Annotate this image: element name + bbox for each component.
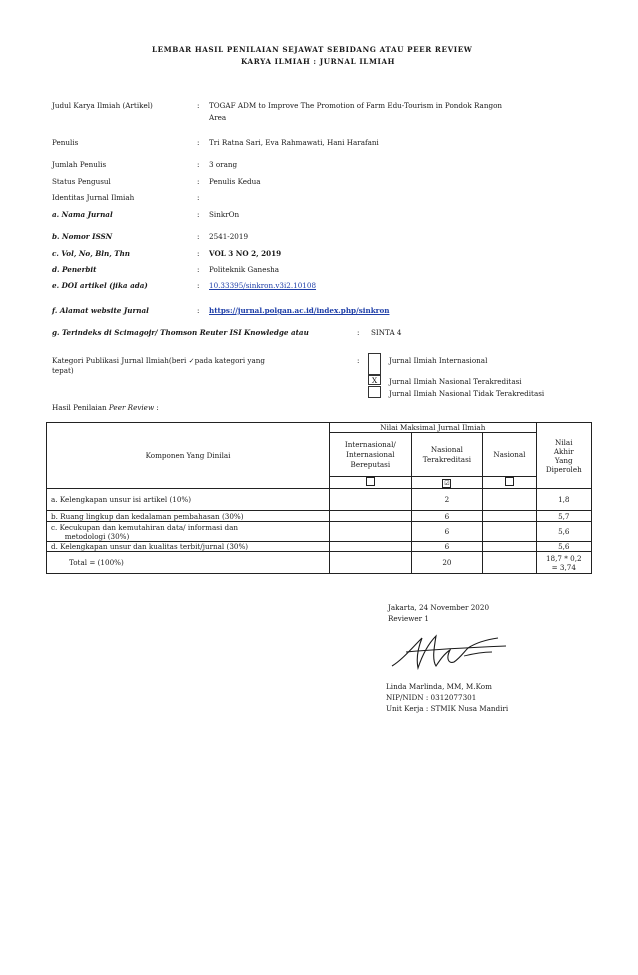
jumlah-penulis-label: Jumlah Penulis	[52, 160, 107, 169]
issn-label: b. Nomor ISSN	[52, 232, 113, 241]
penerbit-value: Politeknik Ganesha	[209, 265, 280, 274]
handwritten-signature-icon	[388, 630, 513, 672]
col-internasional-line: Bereputasi	[350, 459, 391, 469]
reviewer-label: Reviewer 1	[388, 614, 429, 623]
row-akhir: 5,7	[536, 511, 591, 522]
nama-jurnal-label: a. Nama Jurnal	[52, 210, 113, 219]
issn-value: 2541-2019	[209, 232, 249, 241]
hasil-penilaian-text: Hasil Penilaian	[52, 403, 107, 412]
row-nas	[483, 542, 536, 552]
hasil-penilaian-colon: :	[154, 403, 159, 412]
row-max: 6	[411, 542, 483, 552]
colon: :	[197, 265, 200, 274]
reviewer-name: Linda Marlinda, MM, M.Kom	[386, 682, 492, 691]
komponen-header: Komponen Yang Dinilai	[47, 423, 330, 489]
colon: :	[197, 210, 200, 219]
col-internasional	[330, 433, 412, 477]
score-table	[46, 422, 592, 574]
total-intl	[330, 552, 412, 574]
checkbox-checked-icon[interactable]: ☑	[444, 479, 450, 487]
col-nasional-check	[483, 477, 536, 489]
col-internasional-line: Internasional	[346, 449, 395, 459]
row-intl	[330, 489, 412, 511]
penulis-value: Tri Ratna Sari, Eva Rahmawati, Hani Harafani	[209, 138, 379, 147]
row-intl	[330, 522, 412, 542]
row-label: d. Kelengkapan unsur dan kualitas terbit/jurnal (30%)	[47, 542, 330, 552]
peer-review-text: Peer Review	[108, 403, 155, 412]
judul-label: Judul Karya Ilmiah (Artikel)	[52, 101, 153, 110]
nilai-akhir-line: Akhir	[553, 446, 574, 456]
kategori-nasional-terakreditasi-checkbox[interactable]: X	[368, 375, 381, 385]
colon: :	[197, 160, 200, 169]
terindeks-value: SINTA 4	[371, 328, 402, 337]
row-intl	[330, 511, 412, 522]
row-akhir: 1,8	[536, 489, 591, 511]
hasil-penilaian-label	[52, 403, 159, 412]
colon: :	[197, 193, 200, 202]
volume-value: VOL 3 NO 2, 2019	[209, 249, 282, 258]
colon: :	[357, 328, 360, 337]
document-title-line1: LEMBAR HASIL PENILAIAN SEJAWAT SEBIDANG ATAU PEER REVIEW	[152, 45, 473, 54]
colon: :	[197, 177, 200, 186]
total-label: Total = (100%)	[47, 552, 330, 574]
col-nasional-terakreditasi-line: Nasional	[430, 444, 463, 454]
colon: :	[357, 356, 360, 365]
row-label	[47, 522, 330, 542]
penulis-label: Penulis	[52, 138, 79, 147]
nilai-akhir-header	[536, 423, 591, 489]
judul-value: TOGAF ADM to Improve The Promotion of Farm Edu-Tourism in Pondok Rangon	[209, 101, 503, 110]
checkbox-empty-icon[interactable]	[366, 477, 375, 486]
row-intl	[330, 542, 412, 552]
colon: :	[197, 281, 200, 290]
total-akhir-line: = 3,74	[551, 562, 576, 572]
row-label: a. Kelengkapan unsur isi artikel (10%)	[47, 489, 330, 511]
table-row	[47, 542, 592, 552]
row-label-line: c. Kecukupan dan kemutahiran data/ informasi dan	[51, 522, 239, 532]
kategori-nasional-tidak-label: Jurnal Ilmiah Nasional Tidak Terakreditasi	[389, 389, 545, 398]
col-internasional-check	[330, 477, 412, 489]
kategori-label-cont: tepat)	[52, 366, 74, 375]
status-pengusul-label: Status Pengusul	[52, 177, 111, 186]
nilai-akhir-line: Yang	[554, 455, 573, 465]
nilai-maksimal-header: Nilai Maksimal Jurnal Ilmiah	[330, 423, 537, 433]
row-nas	[483, 511, 536, 522]
colon: :	[197, 232, 200, 241]
total-row	[47, 552, 592, 574]
kategori-nasional-terakreditasi-label: Jurnal Ilmiah Nasional Terakreditasi	[389, 377, 522, 386]
nilai-akhir-line: Diperoleh	[545, 464, 582, 474]
place-date: Jakarta, 24 November 2020	[388, 603, 490, 612]
row-nas	[483, 489, 536, 511]
website-link[interactable]: https://jurnal.polgan.ac.id/index.php/sinkron	[209, 306, 390, 315]
total-akhir	[536, 552, 591, 574]
row-label-line: metodologi (30%)	[51, 531, 130, 541]
col-internasional-line: Internasional/	[344, 439, 396, 449]
kategori-intl-checkbox[interactable]	[368, 353, 381, 375]
row-nas	[483, 522, 536, 542]
volume-label: c. Vol, No, Bln, Thn	[52, 249, 131, 258]
checkbox-empty-icon[interactable]	[505, 477, 514, 486]
judul-value-cont: Area	[209, 113, 227, 122]
colon: :	[197, 138, 200, 147]
col-nasional-terakreditasi-check	[411, 477, 483, 489]
document-title-line2: KARYA ILMIAH : JURNAL ILMIAH	[241, 57, 396, 66]
colon: :	[197, 306, 200, 315]
row-akhir: 5,6	[536, 522, 591, 542]
table-row	[47, 522, 592, 542]
total-akhir-line: 18,7 * 0,2	[545, 553, 582, 563]
col-nasional: Nasional	[483, 433, 536, 477]
row-max: 2	[411, 489, 483, 511]
row-max: 6	[411, 522, 483, 542]
table-row	[47, 489, 592, 511]
total-nas	[483, 552, 536, 574]
reviewer-nip: NIP/NIDN : 0312077301	[386, 693, 477, 702]
penerbit-label: d. Penerbit	[52, 265, 97, 274]
colon: :	[197, 101, 200, 110]
col-nasional-terakreditasi	[411, 433, 483, 477]
total-max: 20	[411, 552, 483, 574]
identitas-label: Identitas Jurnal Ilmiah	[52, 193, 135, 202]
kategori-intl-label: Jurnal Ilmiah Internasional	[389, 356, 488, 365]
doi-link[interactable]: 10.33395/sinkron.v3i2.10108	[209, 281, 317, 290]
kategori-nasional-tidak-checkbox[interactable]	[368, 386, 381, 398]
nilai-akhir-line: Nilai	[555, 437, 573, 447]
kategori-label: Kategori Publikasi Jurnal Ilmiah(beri ✓pada kategori yang	[52, 356, 265, 365]
colon: :	[197, 249, 200, 258]
row-max: 6	[411, 511, 483, 522]
jumlah-penulis-value: 3 orang	[209, 160, 238, 169]
col-nasional-terakreditasi-line: Terakreditasi	[422, 454, 472, 464]
website-label: f. Alamat website Jurnal	[52, 306, 149, 315]
terindeks-label: g. Terindeks di Scimagojr/ Thomson Reuter ISI Knowledge atau	[52, 328, 309, 337]
doi-label: e. DOI artikel (jika ada)	[52, 281, 148, 290]
table-row	[47, 511, 592, 522]
status-pengusul-value: Penulis Kedua	[209, 177, 261, 186]
row-label: b. Ruang lingkup dan kedalaman pembahasan (30%)	[47, 511, 330, 522]
reviewer-unit: Unit Kerja : STMIK Nusa Mandiri	[386, 704, 509, 713]
nama-jurnal-value: SinkrOn	[209, 210, 240, 219]
row-akhir: 5,6	[536, 542, 591, 552]
